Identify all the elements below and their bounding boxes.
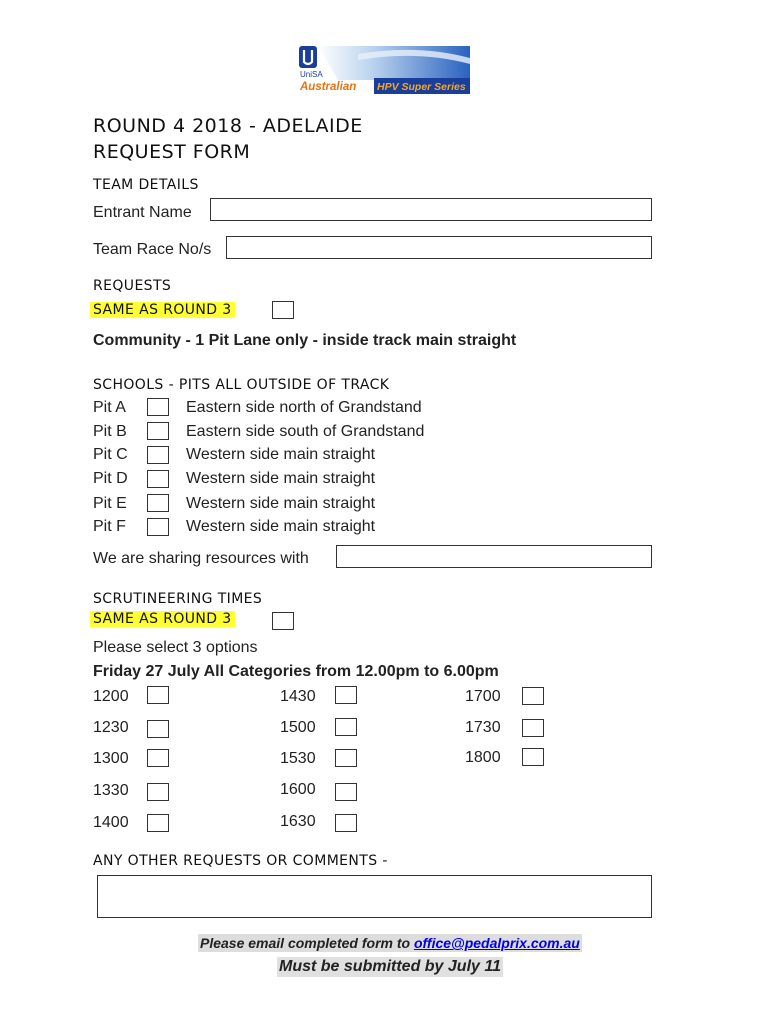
team-race-no-label: Team Race No/s bbox=[93, 241, 212, 258]
time-1400-label: 1400 bbox=[93, 814, 129, 831]
email-instruction bbox=[198, 934, 582, 952]
pit-d-label: Pit D bbox=[93, 470, 128, 487]
time-1800-checkbox[interactable] bbox=[522, 748, 544, 766]
time-1530-label: 1530 bbox=[280, 750, 316, 767]
same-as-round-3-label: SAME AS ROUND 3 bbox=[90, 302, 235, 318]
pit-e-desc: Western side main straight bbox=[186, 495, 376, 512]
entrant-name-field[interactable] bbox=[210, 198, 652, 221]
time-1200-label: 1200 bbox=[93, 688, 129, 705]
time-1330-label: 1330 bbox=[93, 782, 129, 799]
pit-c-label: Pit C bbox=[93, 446, 128, 463]
email-instruction-text: Please email completed form to bbox=[200, 935, 414, 951]
logo bbox=[298, 44, 470, 98]
pit-e-checkbox[interactable] bbox=[147, 494, 169, 512]
pit-a-label: Pit A bbox=[93, 399, 126, 416]
time-1700-label: 1700 bbox=[465, 688, 501, 705]
pit-b-desc: Eastern side south of Grandstand bbox=[186, 423, 425, 440]
team-race-no-field[interactable] bbox=[226, 236, 652, 259]
scrutineering-same-as-round-3-checkbox[interactable] bbox=[272, 612, 294, 630]
pit-f-desc: Western side main straight bbox=[186, 518, 376, 535]
logo-line2: HPV Super Series bbox=[377, 81, 466, 93]
schools-heading: SCHOOLS - PITS ALL OUTSIDE OF TRACK bbox=[93, 377, 390, 393]
pit-c-desc: Western side main straight bbox=[186, 446, 376, 463]
time-1630-label: 1630 bbox=[280, 813, 316, 830]
time-1230-checkbox[interactable] bbox=[147, 720, 169, 738]
time-1600-checkbox[interactable] bbox=[335, 783, 357, 801]
page-title: ROUND 4 2018 - ADELAIDE bbox=[93, 115, 363, 137]
pit-a-desc: Eastern side north of Grandstand bbox=[186, 399, 422, 416]
pit-f-checkbox[interactable] bbox=[147, 518, 169, 536]
time-1500-label: 1500 bbox=[280, 719, 316, 736]
team-details-heading: TEAM DETAILS bbox=[93, 177, 199, 193]
time-1500-checkbox[interactable] bbox=[335, 718, 357, 736]
other-requests-field[interactable] bbox=[97, 875, 652, 918]
time-1730-label: 1730 bbox=[465, 719, 501, 736]
scrutineering-same-as-round-3-label: SAME AS ROUND 3 bbox=[90, 611, 235, 627]
pit-d-checkbox[interactable] bbox=[147, 470, 169, 488]
time-1300-label: 1300 bbox=[93, 750, 129, 767]
time-1330-checkbox[interactable] bbox=[147, 783, 169, 801]
email-link[interactable]: office@pedalprix.com.au bbox=[413, 935, 580, 951]
community-pit-text: Community - 1 Pit Lane only - inside track main straight bbox=[93, 332, 517, 349]
page-subtitle: REQUEST FORM bbox=[93, 141, 251, 163]
scrutineering-heading: SCRUTINEERING TIMES bbox=[93, 591, 263, 607]
sharing-resources-label: We are sharing resources with bbox=[93, 550, 309, 567]
other-requests-heading: ANY OTHER REQUESTS OR COMMENTS - bbox=[93, 853, 388, 869]
time-1630-checkbox[interactable] bbox=[335, 814, 357, 832]
time-1430-label: 1430 bbox=[280, 688, 316, 705]
pit-a-checkbox[interactable] bbox=[147, 398, 169, 416]
deadline-text: Must be submitted by July 11 bbox=[279, 958, 501, 975]
time-1230-label: 1230 bbox=[93, 719, 129, 736]
logo-graphic bbox=[298, 44, 470, 98]
time-1700-checkbox[interactable] bbox=[522, 687, 544, 705]
logo-line1: Australian bbox=[300, 81, 357, 93]
logo-org-text: UniSA bbox=[300, 70, 323, 79]
time-1300-checkbox[interactable] bbox=[147, 749, 169, 767]
pit-c-checkbox[interactable] bbox=[147, 446, 169, 464]
time-1730-checkbox[interactable] bbox=[522, 719, 544, 737]
pit-b-checkbox[interactable] bbox=[147, 422, 169, 440]
time-1600-label: 1600 bbox=[280, 781, 316, 798]
same-as-round-3-checkbox[interactable] bbox=[272, 301, 294, 319]
time-1430-checkbox[interactable] bbox=[335, 686, 357, 704]
pit-f-label: Pit F bbox=[93, 518, 126, 535]
select-instruction: Please select 3 options bbox=[93, 639, 258, 656]
sharing-resources-field[interactable] bbox=[336, 545, 652, 568]
pit-d-desc: Western side main straight bbox=[186, 470, 376, 487]
time-1530-checkbox[interactable] bbox=[335, 749, 357, 767]
pit-e-label: Pit E bbox=[93, 495, 127, 512]
requests-heading: REQUESTS bbox=[93, 278, 172, 294]
pit-b-label: Pit B bbox=[93, 423, 127, 440]
entrant-name-label: Entrant Name bbox=[93, 204, 192, 221]
time-1800-label: 1800 bbox=[465, 749, 501, 766]
time-1400-checkbox[interactable] bbox=[147, 814, 169, 832]
time-1200-checkbox[interactable] bbox=[147, 686, 169, 704]
friday-schedule-text: Friday 27 July All Categories from 12.00pm to 6.00pm bbox=[93, 663, 499, 680]
